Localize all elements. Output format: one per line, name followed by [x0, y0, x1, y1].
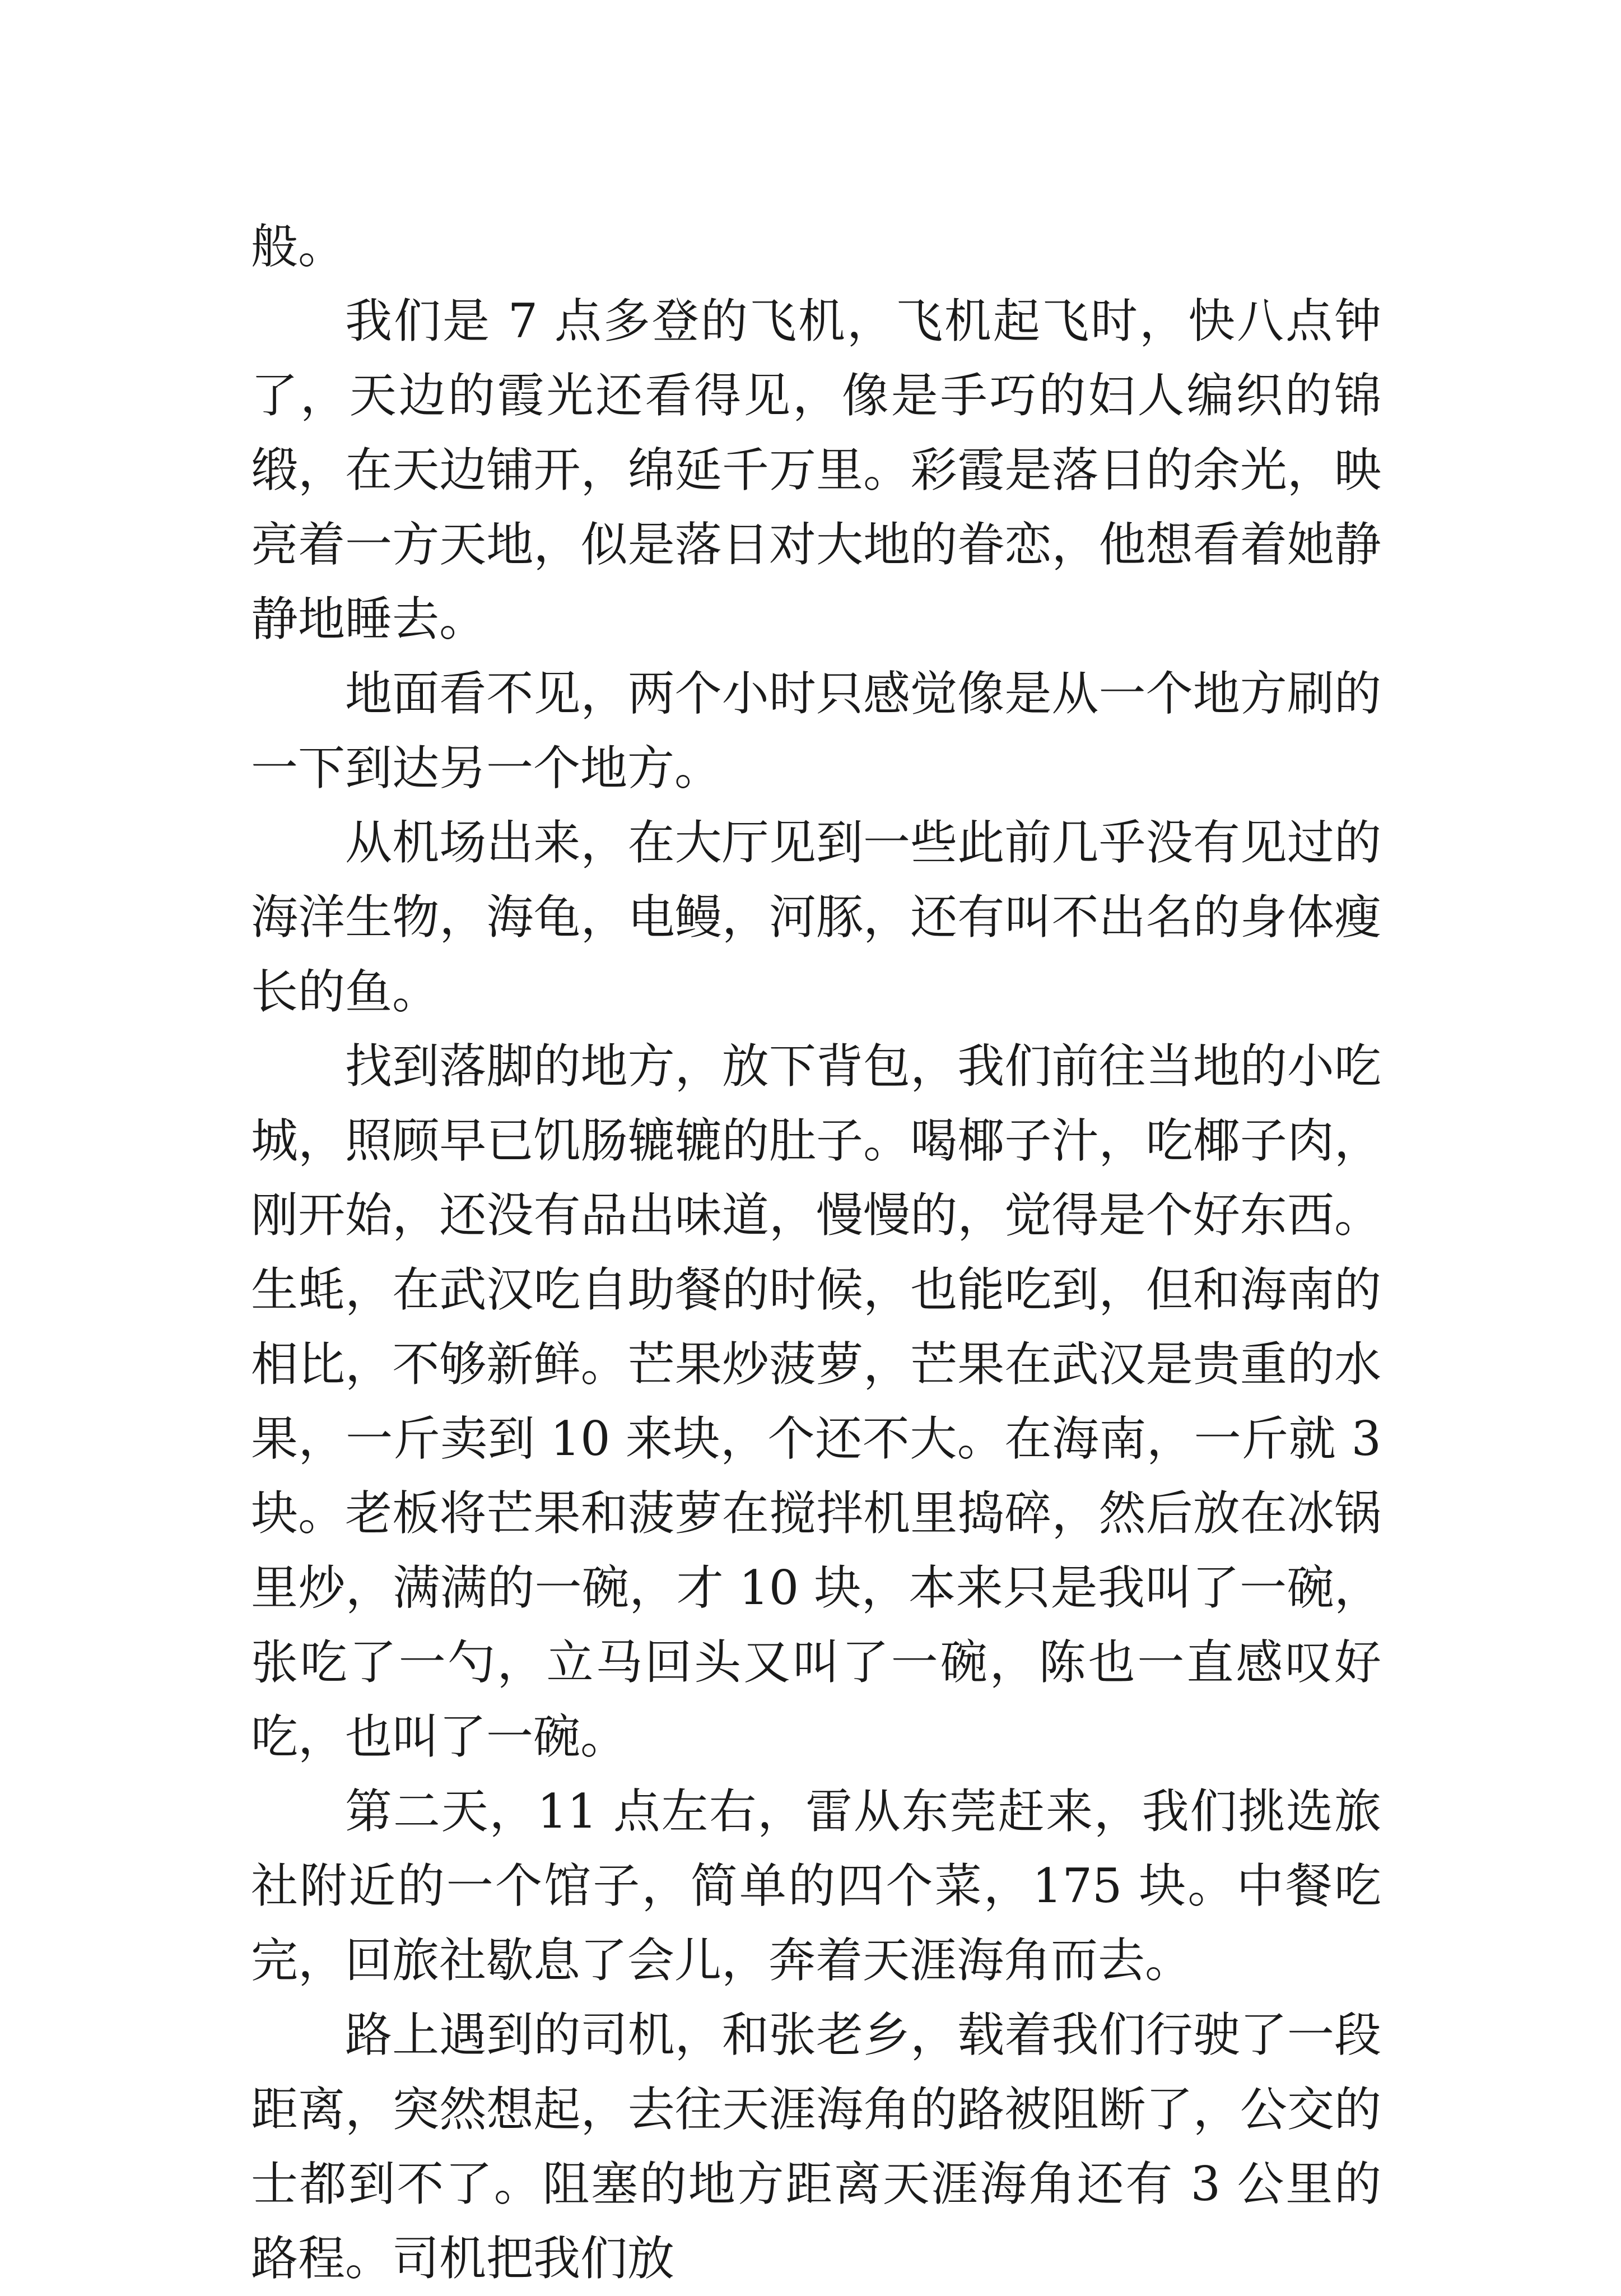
paragraph: 第二天，11 点左右，雷从东莞赶来，我们挑选旅社附近的一个馆子，简单的四个菜，175 块。中餐吃完，回旅社歇息了会儿，奔着天涯海角而去。: [251, 1784, 1381, 1988]
paragraph: 路上遇到的司机，和张老乡，载着我们行驶了一段距离，突然想起，去往天涯海角的路被阻断了，公交的士都到不了。阻塞的地方距离天涯海角还有 3 公里的路程。司机把我们放: [251, 2007, 1381, 2286]
paragraph-continuation: 般。: [251, 219, 346, 274]
paragraph: 从机场出来，在大厅见到一些此前几乎没有见过的海洋生物，海龟，电鳗，河豚，还有叫不出名的身体瘦长的鱼。: [251, 815, 1381, 1019]
paragraph: 找到落脚的地方，放下背包，我们前往当地的小吃城，照顾早已饥肠辘辘的肚子。喝椰子汁，吃椰子肉，刚开始，还没有品出味道，慢慢的，觉得是个好东西。生蚝，在武汉吃自助餐的时候，也能吃到，但和海南的相比，不够新鲜。芒果炒菠萝，芒果在武汉是贵重的水果，一斤卖到 10 来块，个还不大。在海南，一斤就 3 块。老板将芒果和菠萝在搅拌机里捣碎，然后放在冰锅里炒，满满的一碗，才 10 块，本来只是我叫了一碗，张吃了一勺，立马回头又叫了一碗，陈也一直感叹好吃，也叫了一碗。: [251, 1039, 1381, 1764]
paragraph: 我们是 7 点多登的飞机，飞机起飞时，快八点钟了，天边的霞光还看得见，像是手巧的妇人编织的锦缎，在天边铺开，绵延千万里。彩霞是落日的余光，映亮着一方天地，似是落日对大地的眷恋，他想看着她静静地睡去。: [251, 294, 1381, 647]
body-text: [251, 210, 1381, 2296]
paragraph: 地面看不见，两个小时只感觉像是从一个地方刷的一下到达另一个地方。: [251, 666, 1381, 796]
